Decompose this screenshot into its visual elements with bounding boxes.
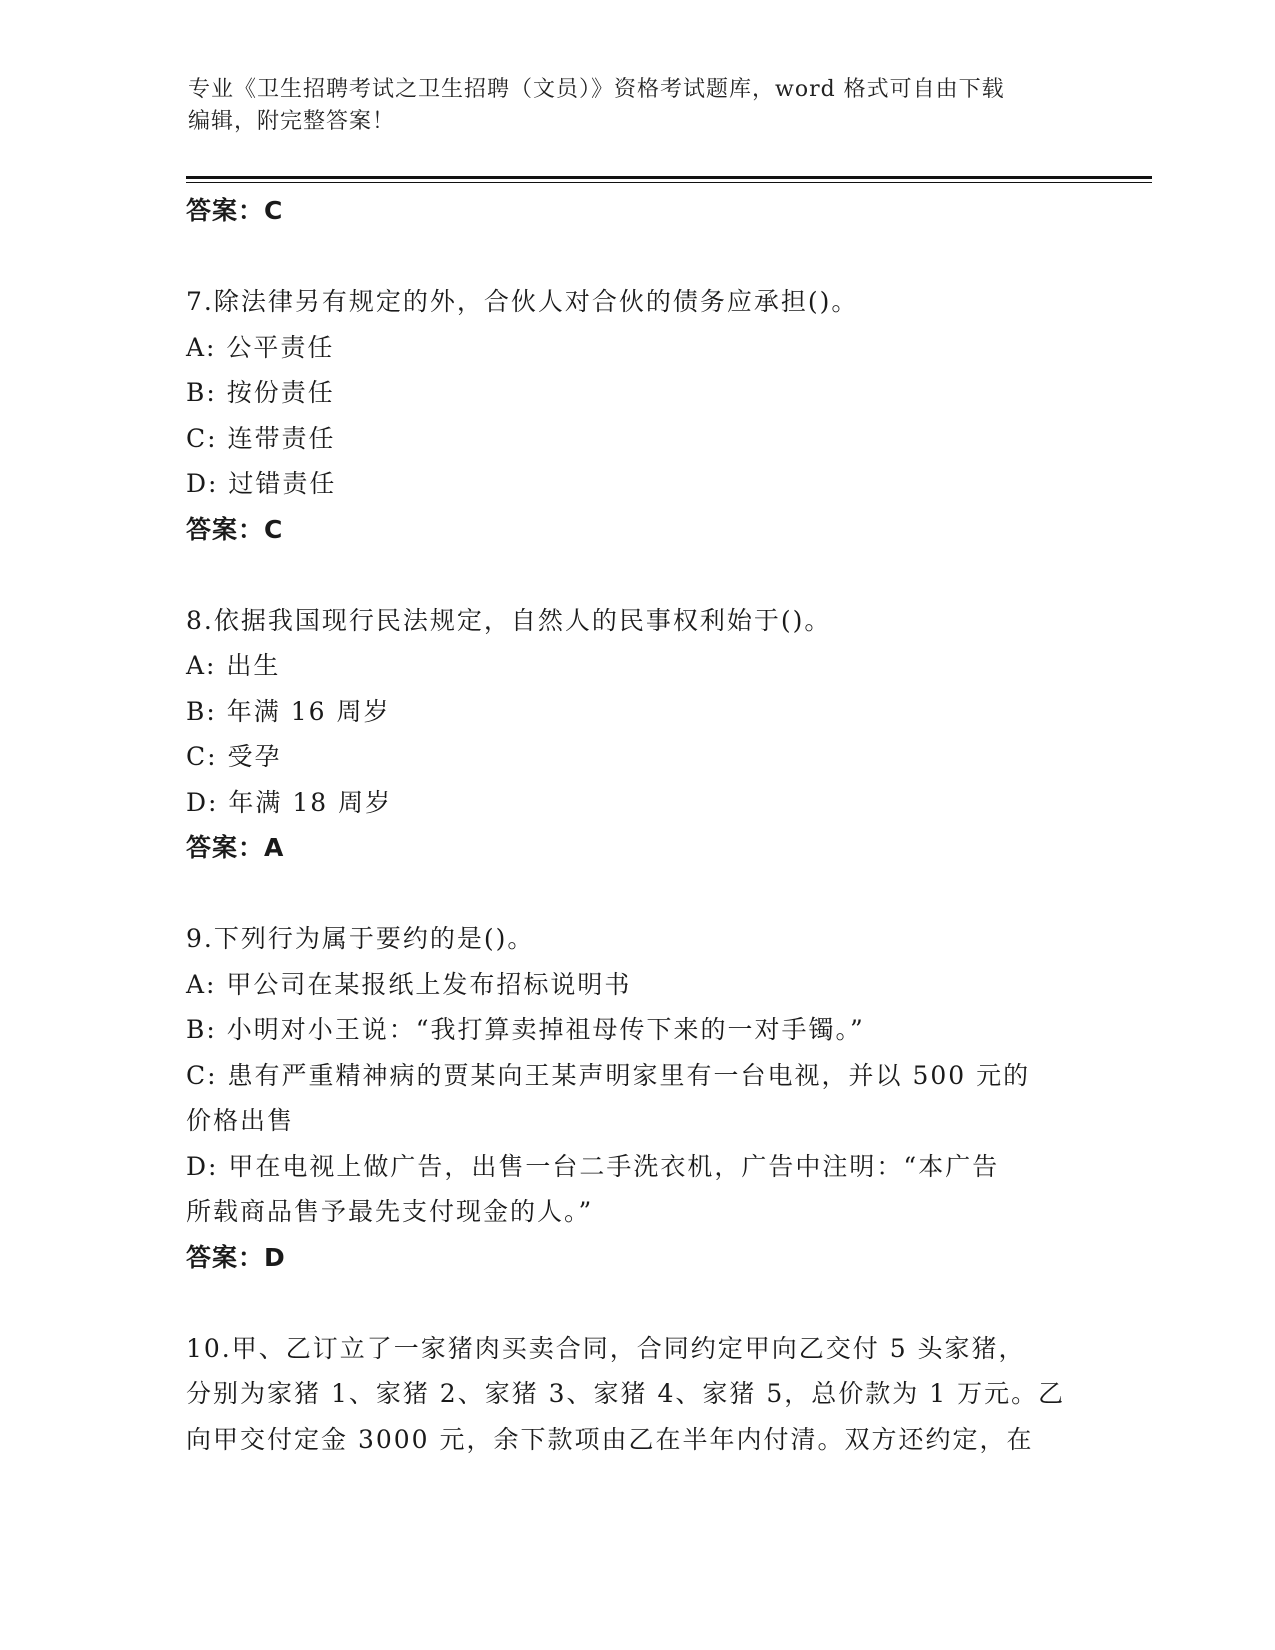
option-d: D: 过错责任 <box>186 469 337 498</box>
option-b: B: 小明对小王说：“我打算卖掉祖母传下来的一对手镯。” <box>186 1015 865 1044</box>
option-a: A: 出生 <box>186 651 281 680</box>
question-block-9 <box>186 916 1086 1280</box>
question-block-8 <box>186 598 1086 871</box>
answer-line: 答案：C <box>186 196 284 225</box>
option-a: A: 甲公司在某报纸上发布招标说明书 <box>186 969 632 999</box>
header-divider-thin <box>186 182 1152 183</box>
question-stem-line-2: 分别为家猪 1、家猪 2、家猪 3、家猪 4、家猪 5，总价款为 1 万元。乙 <box>186 1379 1066 1408</box>
option-b: B: 按份责任 <box>186 378 335 407</box>
spacer <box>186 1280 1086 1326</box>
spacer <box>186 234 1086 280</box>
question-stem-line-3: 向甲交付定金 3000 元，余下款项由乙在半年内付清。双方还约定，在 <box>186 1424 1034 1454</box>
option-b: B: 年满 16 周岁 <box>186 696 391 726</box>
spacer <box>186 871 1086 917</box>
option-c: C: 受孕 <box>186 742 282 771</box>
question-stem-line-1: 10.甲、乙订立了一家猪肉买卖合同，合同约定甲向乙交付 5 头家猪， <box>186 1333 1026 1363</box>
option-c: C: 患有严重精神病的贾某向王某声明家里有一台电视，并以 500 元的 <box>186 1060 1031 1090</box>
option-d-continued: 所载商品售予最先支付现金的人。” <box>186 1197 594 1226</box>
spacer <box>186 552 1086 598</box>
header-line-1: 专业《卫生招聘考试之卫生招聘（文员）》资格考试题库，word 格式可自由下载 <box>188 77 1005 102</box>
option-a: A: 公平责任 <box>186 332 335 362</box>
answer-line: 答案：D <box>186 1242 286 1272</box>
document-body <box>186 188 1086 1462</box>
question-stem: 8.依据我国现行民法规定，自然人的民事权利始于()。 <box>186 605 832 635</box>
header-divider-thick <box>186 176 1152 179</box>
question-stem: 9.下列行为属于要约的是()。 <box>186 924 535 953</box>
question-block-7 <box>186 279 1086 552</box>
header-line-2: 编辑，附完整答案！ <box>188 109 396 134</box>
question-stem: 7.除法律另有规定的外，合伙人对合伙的债务应承担()。 <box>186 287 859 316</box>
option-c-continued: 价格出售 <box>186 1106 295 1135</box>
answer-line: 答案：A <box>186 833 285 862</box>
answer-line: 答案：C <box>186 514 284 544</box>
option-c: C: 连带责任 <box>186 423 336 453</box>
option-d: D: 年满 18 周岁 <box>186 787 393 817</box>
question-block-10 <box>186 1326 1086 1463</box>
document-header <box>188 74 1068 138</box>
option-d: D: 甲在电视上做广告，出售一台二手洗衣机，广告中注明：“本广告 <box>186 1151 1000 1181</box>
